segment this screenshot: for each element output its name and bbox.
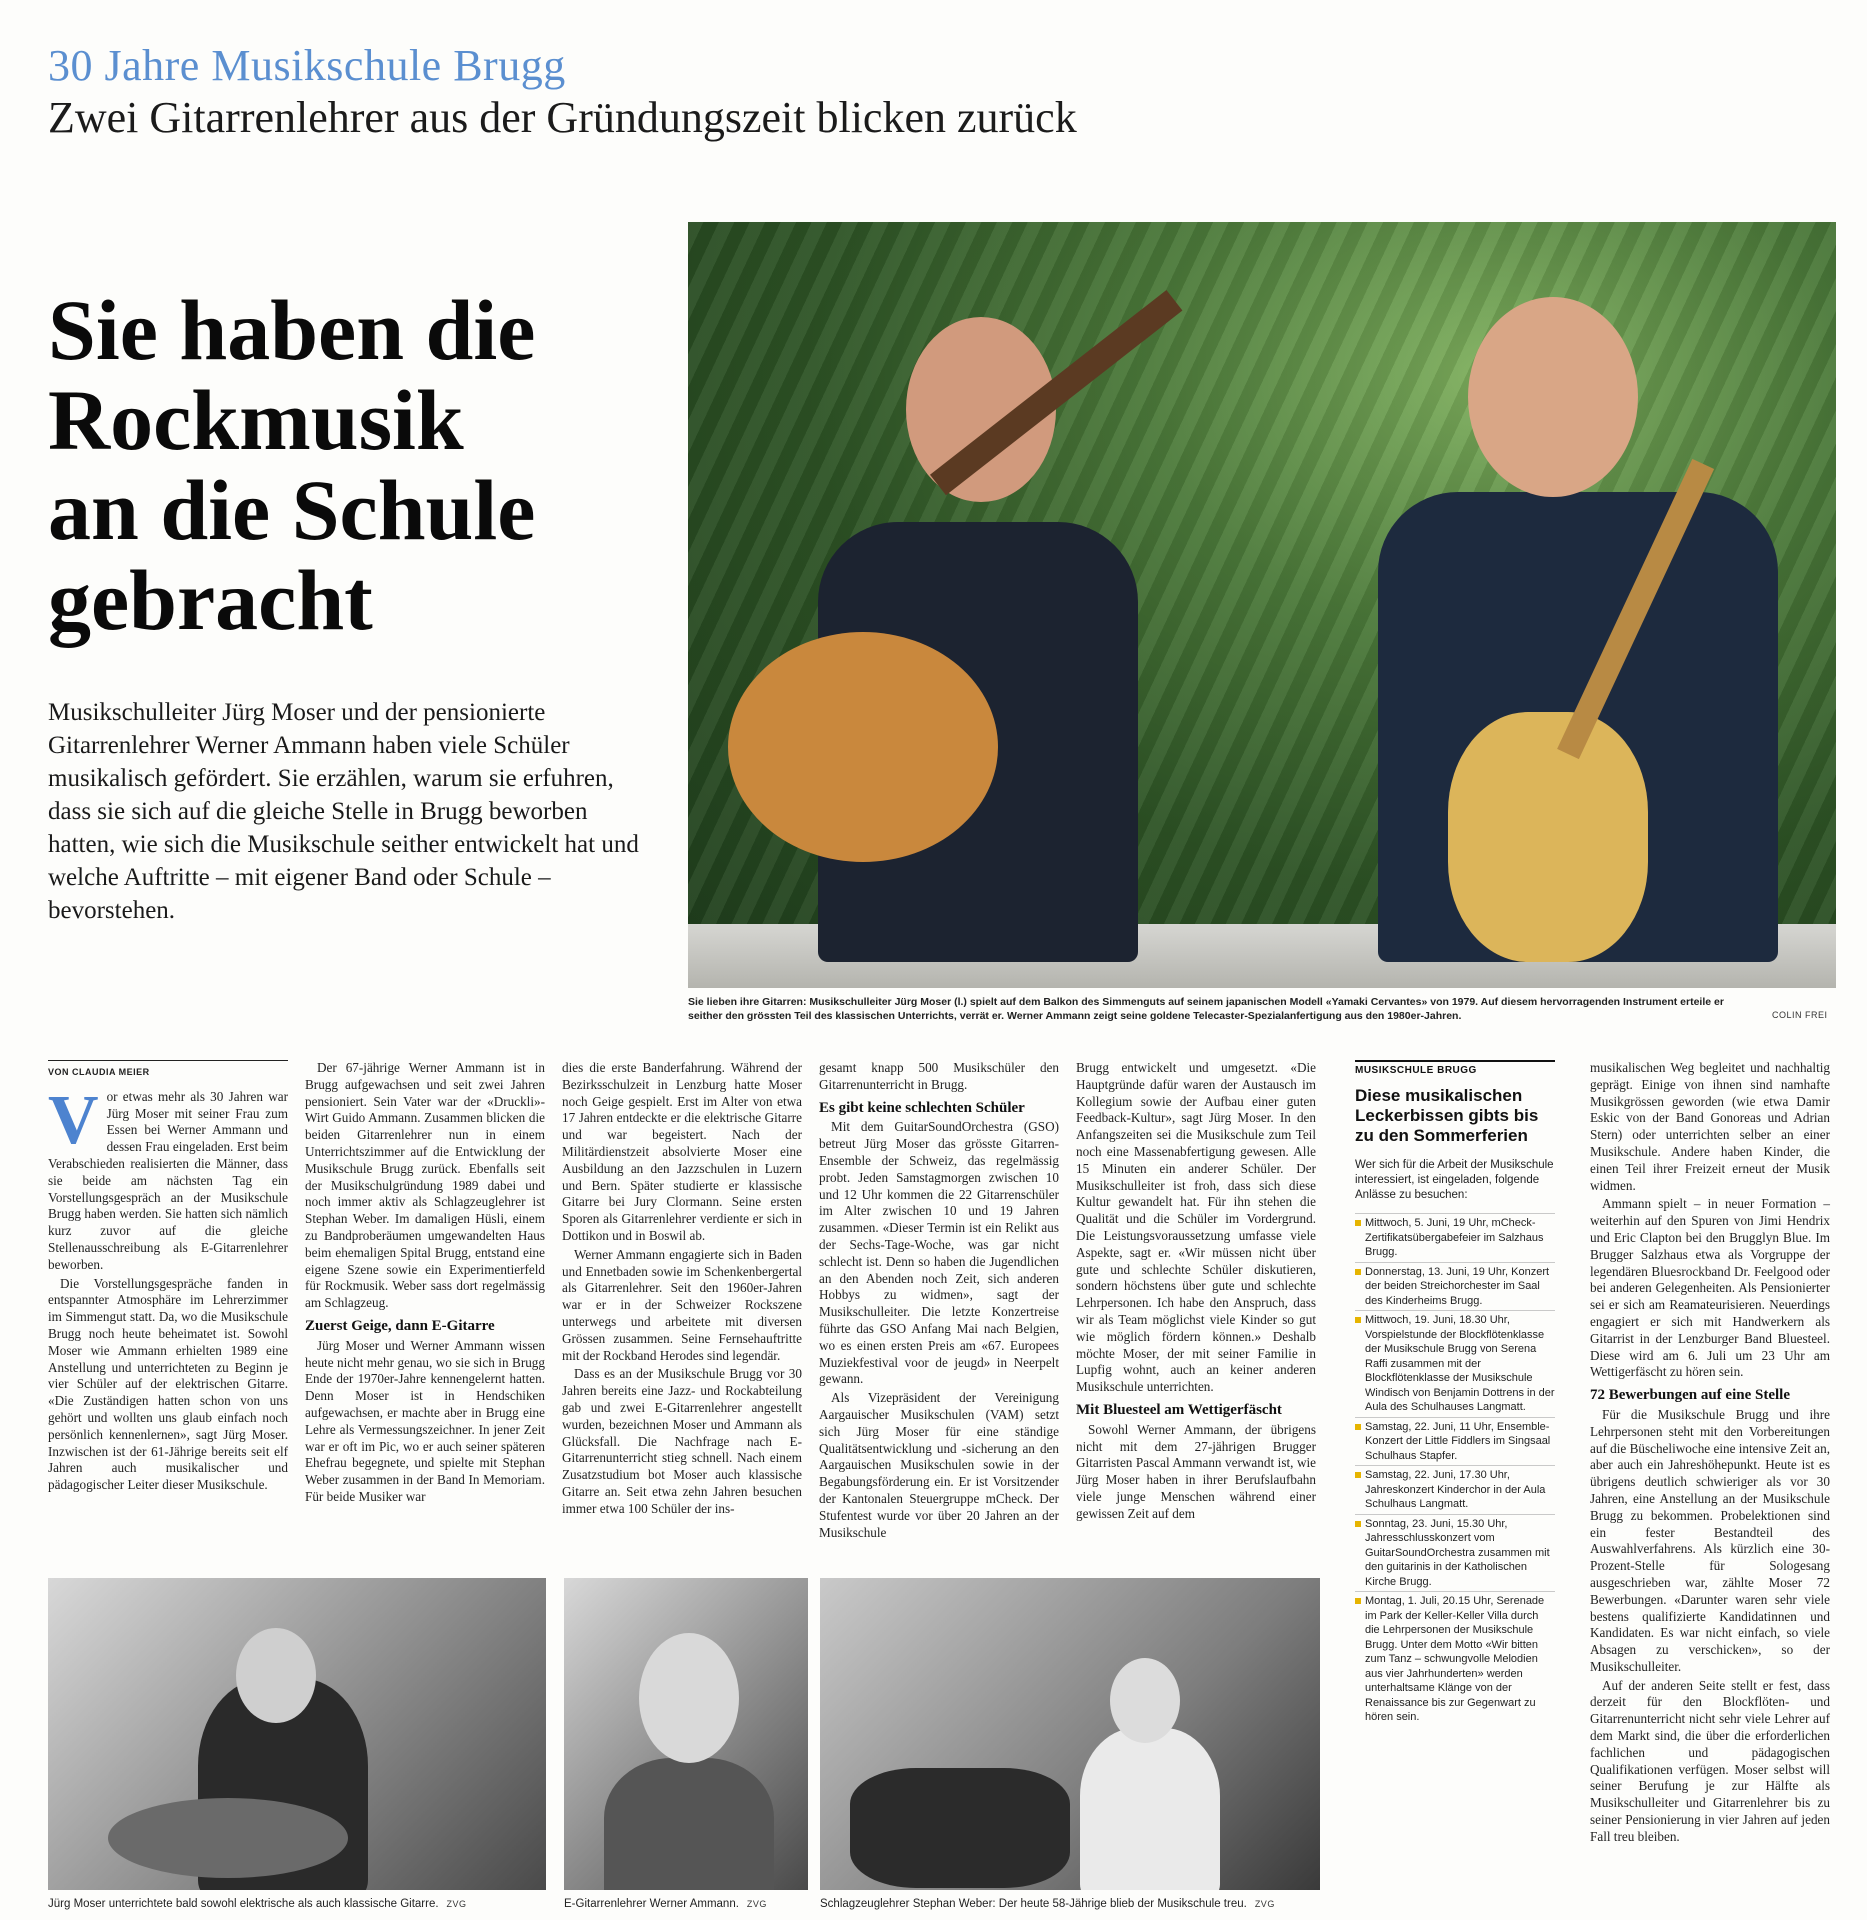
headline-line: an die Schule bbox=[48, 462, 536, 558]
article-column-1 bbox=[48, 1060, 288, 1496]
article-column-2 bbox=[305, 1060, 545, 1508]
paragraph: or etwas mehr als 30 Jahren war Jürg Moser mit seiner Frau zum Essen bei Werner Ammann und dessen Frau eingeladen. Erst beim Verabschieden realisierten die Männer, dass sie beide am nächsten Tag ein Vorstellungsgespräch an der Musikschule Brugg haben werden. Sie hatten sich nämlich kurz zuvor auf die gleiche Stellenausschreibung als E-Gitarrenlehrer beworben. bbox=[48, 1088, 288, 1272]
paragraph: Jürg Moser und Werner Ammann wissen heute nicht mehr genau, wo sie sich in Brugg Ende der 1970er-Jahre kennengelernt hatten. Denn Moser ist in Hendschiken aufgewachsen, er machte aber in Brugg eine Lehre als Vermessungszeichner. In jener Zeit war er oft im Pic, wo er auch seiner späteren Ehefrau begegnete, und spielte mit Stephan Weber zusammen in der Band In Memoriam. Für beide Musiker war bbox=[305, 1337, 545, 1504]
subheading: Zuerst Geige, dann E-Gitarre bbox=[305, 1317, 495, 1334]
event-item: Montag, 1. Juli, 20.15 Uhr, Serenade im Park der Keller-Keller Villa durch die Lehrpersonen der Musikschule Brugg. Unter dem Motto «Wir bitten zum Tanz – schwungvolle Melodien aus vier Jahrhunderten» werden unterhaltsame Klänge von der Renaissance bis zur Gegenwart zu hören sein. bbox=[1355, 1591, 1555, 1727]
person-face bbox=[236, 1628, 316, 1723]
person-face bbox=[639, 1633, 739, 1763]
headline-line: Rockmusik bbox=[48, 372, 464, 468]
bottom-caption-3: Schlagzeuglehrer Stephan Weber: Der heute 58-Jährige blieb der Musikschule treu. ZVG bbox=[820, 1898, 1275, 1910]
event-item: Donnerstag, 13. Juni, 19 Uhr, Konzert der beiden Streichorchester im Saal des Kinderheims Brugg. bbox=[1355, 1262, 1555, 1311]
paragraph: Ammann spielt – in neuer Formation – weiterhin auf den Spuren von Jimi Hendrix und Eric Clapton bei den Brugglyn Blue. Im Brugger Salzhaus etwa als Vorgruppe der legendären Bluesrockband Dr. Feelgood oder bei anderen Gelegenheiten. Als Pensionierter sei er sich am Reamateurisieren. Neuerdings engagiert er sich mit Handwerkern als Gitarrist in der Lenzburger Band Bluesteel. Diese wird am 6. Juli um 23 Uhr am Wettigerfäscht zu hören sein. bbox=[1590, 1196, 1830, 1380]
person-figure bbox=[1080, 1728, 1220, 1890]
photo-juerg-moser bbox=[48, 1578, 546, 1890]
subheading: Es gibt keine schlechten Schüler bbox=[819, 1099, 1025, 1116]
paragraph: Der 67-jährige Werner Ammann ist in Brugg aufgewachsen und seit zwei Jahren pensioniert. Sein Vater war der «Druckli»-Wirt Guido Ammann. Zusammen blicken die beiden Gitarrenlehrer nun in einem Unterrichtszimmer auf die Entwicklung der Musikschule Brugg zurück. Ebenfalls seit der Musikschulgründung 1989 dabei und noch immer aktiv als Schlagzeuglehrer ist Stephan Weber. Im damaligen Hüsli, einem zu Bandproberäumen umgewandelten Haus beim ehemaligen Spital Brugg, entstand eine eigene Szene sowie ein Experimentierfeld für Rockmusik. Weber sass dort regelmässig am Schlagzeug. bbox=[305, 1060, 545, 1311]
paragraph: Brugg entwickelt und umgesetzt. «Die Hauptgründe dafür waren der Austausch im Kollegium sowie der Aufbau einer guten Feedback-Kultur», sagt Jürg Moser. In den Anfangszeiten sei die Musikschule zum Teil noch eine Massenabfertigung gewesen. Alle 15 Minuten ein anderer Schüler. Der Musikschulleiter ist froh, dass sich diese Kultur gewandelt hat. Für ihn stehen die Qualität und die Schüler im Vordergrund. Die Leistungsvoraussetzung umfasse viele Aspekte, sagt er. «Wir müssen nicht über gute und schlechte Schüler diskutieren, sondern höchstens über gute und schlechte Lehrpersonen. Ich habe den Anspruch, dass wir als Team möglichst viele Kinder so gut wie möglich fördern können.» Deshalb möchte Moser, der mit seiner Familie in Lupfig wohnt, auch an keiner anderen Musikschule unterrichten. bbox=[1076, 1060, 1316, 1395]
events-sidebar bbox=[1355, 1060, 1555, 1727]
paragraph: Werner Ammann engagierte sich in Baden und Ennetbaden sowie im Schenkenbergertal als Gitarrenlehrer. Seit den 1960er-Jahren war er in der Schweizer Rockszene unterwegs und arbeitete mit diversen Grössen zusammen. Seine Fernsehauftritte mit der Rockband Herodes sind legendär. bbox=[562, 1246, 802, 1363]
sidebar-title: Diese musikalischen Leckerbissen gibts bis zu den Sommerferien bbox=[1355, 1086, 1539, 1145]
lead-paragraph: Musikschulleiter Jürg Moser und der pensionierte Gitarrenlehrer Werner Ammann haben viele Schüler musikalisch gefördert. Sie erzählen, warum sie erfuhren, dass sie sich auf die gleiche Stelle in Brugg beworben hatten, wie sich die Musikschule seither entwickelt hat und welche Auftritte – mit eigener Band oder Schule – bevorstehen. bbox=[48, 699, 639, 924]
drum-kit bbox=[850, 1768, 1070, 1888]
paragraph: Sowohl Werner Ammann, der übrigens nicht mit dem 27-jährigen Brugger Gitarristen Pascal Ammann verwandt ist, wie Jürg Moser haben in ihrer Berufslaufbahn viele junge Menschen während einer gewissen Zeit auf dem bbox=[1076, 1421, 1316, 1521]
photo-werner-ammann bbox=[564, 1578, 808, 1890]
paragraph: Auf der anderen Seite stellt er fest, dass derzeit für den Blockflöten- und Gitarrenunterricht nicht sehr viele Lehrer auf dem Markt sind, die über die erforderlichen fachlichen und pädagogischen Qualifikationen verfügen. Moser selbst will seiner Berufung je zur Hälfte als Musikschulleiter und Gitarrenlehrer bis zu seiner Pensionierung in vier Jahren auf jeden Fall treu bleiben. bbox=[1590, 1677, 1830, 1844]
article-column-4 bbox=[819, 1060, 1059, 1543]
photo-stephan-weber bbox=[820, 1578, 1320, 1890]
byline: VON CLAUDIA MEIER bbox=[48, 1060, 288, 1081]
sidebar-label: MUSIKSCHULE BRUGG bbox=[1355, 1060, 1555, 1076]
headline-line: gebracht bbox=[48, 552, 373, 648]
subheading: 72 Bewerbungen auf eine Stelle bbox=[1590, 1387, 1790, 1404]
bottom-caption-1: Jürg Moser unterrichtete bald sowohl elektrische als auch klassische Gitarre. ZVG bbox=[48, 1898, 467, 1910]
paragraph: Mit dem GuitarSoundOrchestra (GSO) betreut Jürg Moser das grösste Gitarren-Ensemble der Schweiz, das regelmässig probt. Jeden Samstagmorgen zwischen 10 und 12 Uhr kommen die 22 Gitarrenschüler im Alter zwischen 10 und 19 Jahren zusammen. «Dieser Termin ist ein Relikt aus der Sechs-Tage-Woche, was gar nicht schlecht ist. Denn so haben die Jugendlichen an den Abenden noch Zeit, sich anderen Hobbys zu widmen», sagt der Musikschulleiter. Die letzte Konzertreise führte das GSO Anfang Mai nach Belgien, wo es einen ersten Preis am «67. Europees Muziekfestival voor de jeugd» in Neerpelt gewann. bbox=[819, 1119, 1059, 1387]
paragraph: musikalischen Weg begleitet und nachhaltig geprägt. Einige von ihnen sind namhafte Musikgrössen geworden (wie etwa Damir Eskic von der Band Gonoreas und Adrian Stern) oder unterrichten selber an einer Musikschule. Andere haben Kinder, die einen Teil ihrer Freizeit erneut der Musik widmen. bbox=[1590, 1060, 1830, 1193]
person-right-head bbox=[1468, 297, 1638, 497]
sidebar-intro: Wer sich für die Arbeit der Musikschule interessiert, ist eingeladen, folgende Anlässe zu besuchen: bbox=[1355, 1159, 1554, 1201]
paragraph: dies die erste Banderfahrung. Während der Bezirksschulzeit in Lenzburg hatte Moser noch Geige gespielt. Erst im Alter von etwa 17 Jahren entdeckte er die elektrische Gitarre und war begeistert. Nach der Militärdienstzeit absolvierte Moser eine Ausbildung an den Jazzschulen in Luzern und Bern. Später studierte er klassische Gitarre bei Jury Clormann. Seine ersten Sporen als Gitarrenlehrer verdiente er sich in Dottikon und in Boswil ab. bbox=[562, 1060, 802, 1243]
paragraph: Dass es an der Musikschule Brugg vor 30 Jahren bereits eine Jazz- und Rockabteilung gab und zwei E-Gitarrenlehrer angestellt wurden, bezeichnen Moser und Ammann als Glücksfall. Die Nachfrage nach E-Gitarrenunterricht stieg schnell. Nach einem Zusatzstudium bot Moser auch klassische Gitarre an. Seit etwa zehn Jahren besuchen immer etwa 100 Schüler der ins- bbox=[562, 1366, 802, 1516]
telecaster-guitar bbox=[1448, 712, 1648, 962]
paragraph: Für die Musikschule Brugg und ihre Lehrpersonen steht mit den Vorbereitungen auf die Büscheliwoche eine intensive Zeit an, aber auch ein Jahreshöhepunkt. Heute ist es übrigens deutlich schwieriger als vor 30 Jahren, eine Anstellung an der Musikschule Brugg zu bekommen. Probelektionen sind ein fester Bestandteil des Auswahlverfahrens. Als kürzlich eine 30-Prozent-Stelle für Sologesang ausgeschrieben war, zählte Moser 72 Bewerbungen. «Darunter waren sehr viele bestens qualifizierte Kandidatinnen und Kandidaten. Es war nicht einfach, so viele Absagen zu verschicken», so der Musikschulleiter. bbox=[1590, 1406, 1830, 1674]
event-item: Samstag, 22. Juni, 11 Uhr, Ensemble-Konzert der Little Fiddlers im Singsaal Schulhaus Stapfer. bbox=[1355, 1417, 1555, 1466]
article-column-3 bbox=[562, 1060, 802, 1520]
main-photo-caption: Sie lieben ihre Gitarren: Musikschulleiter Jürg Moser (l.) spielt auf dem Balkon des Simmenguts auf seinem japanischen Modell «Yamaki Cervantes» von 1979. Auf diesem hervorragenden Instrument erteile er seither den grössten Teil des klassischen Unterrichts, verrät er. Werner Ammann zeigt seine goldene Telecaster-Spezialanfertigung aus den 1980er-Jahren. bbox=[688, 996, 1724, 1022]
subheading: Mit Bluesteel am Wettigerfäscht bbox=[1076, 1401, 1282, 1418]
event-item: Mittwoch, 19. Juni, 18.30 Uhr, Vorspielstunde der Blockflötenklasse der Musikschule Brugg von Serena Raffi zusammen mit der Blockflötenklasse der Musikschule Windisch von Benjamin Dottrens in der Aula des Schulhauses Langmatt. bbox=[1355, 1310, 1555, 1417]
person-figure bbox=[604, 1758, 774, 1890]
article-column-5 bbox=[1076, 1060, 1316, 1525]
guitar-figure bbox=[108, 1798, 348, 1878]
headline bbox=[48, 282, 648, 648]
classical-guitar bbox=[728, 632, 998, 862]
event-item: Mittwoch, 5. Juni, 19 Uhr, mCheck-Zertifikatsübergabefeier im Salzhaus Brugg. bbox=[1355, 1213, 1555, 1262]
event-item: Sonntag, 23. Juni, 15.30 Uhr, Jahresschlusskonzert vom GuitarSoundOrchestra zusammen mit den guitarinis in der Katholischen Kirche Brugg. bbox=[1355, 1514, 1555, 1592]
subtitle: Zwei Gitarrenlehrer aus der Gründungszeit blicken zurück bbox=[48, 93, 1077, 142]
paragraph: Als Vizepräsident der Vereinigung Aargauischer Musikschulen (VAM) setzt sich Jürg Moser für eine ständige Qualitätsentwicklung und -sicherung an den Aargauischen Musikschulen sowie in der Begabungsförderung ein. Er ist Vorsitzender der Kantonalen Steuergruppe mCheck. Der Stufentest wurde vor über 20 Jahren an der Musikschule bbox=[819, 1390, 1059, 1540]
kicker: 30 Jahre Musikschule Brugg bbox=[48, 41, 566, 90]
paragraph: Die Vorstellungsgespräche fanden in entspannter Atmosphäre im Lehrerzimmer im Simmengut statt. Da, wo die Musikschule Brugg noch heute beheimatet ist. Sowohl Moser wie Ammann erhielten 1989 eine Anstellung und unterrichteten zu Beginn je vier Schüler auf der elektrischen Gitarre. «Die Zuständigen hatten schon von uns gehört und wollten uns glaub einfach noch persönlich kennenlernen», sagt Jürg Moser. Inzwischen ist der 61-Jährige bereits seit elf Jahren auch musikalischer und pädagogischer Leiter dieser Musikschule. bbox=[48, 1275, 288, 1493]
article-column-7 bbox=[1590, 1060, 1830, 1848]
event-item: Samstag, 22. Juni, 17.30 Uhr, Jahreskonzert Kinderchor in der Aula Schulhaus Langmatt. bbox=[1355, 1465, 1555, 1514]
paragraph: gesamt knapp 500 Musikschüler den Gitarrenunterricht in Brugg. bbox=[819, 1060, 1059, 1092]
main-photo-credit: COLIN FREI bbox=[1772, 1010, 1828, 1020]
bottom-caption-2: E-Gitarrenlehrer Werner Ammann. ZVG bbox=[564, 1898, 767, 1910]
person-face bbox=[1110, 1658, 1180, 1743]
headline-line: Sie haben die bbox=[48, 282, 536, 378]
dropcap: V bbox=[48, 1081, 99, 1159]
main-photo bbox=[688, 222, 1836, 988]
